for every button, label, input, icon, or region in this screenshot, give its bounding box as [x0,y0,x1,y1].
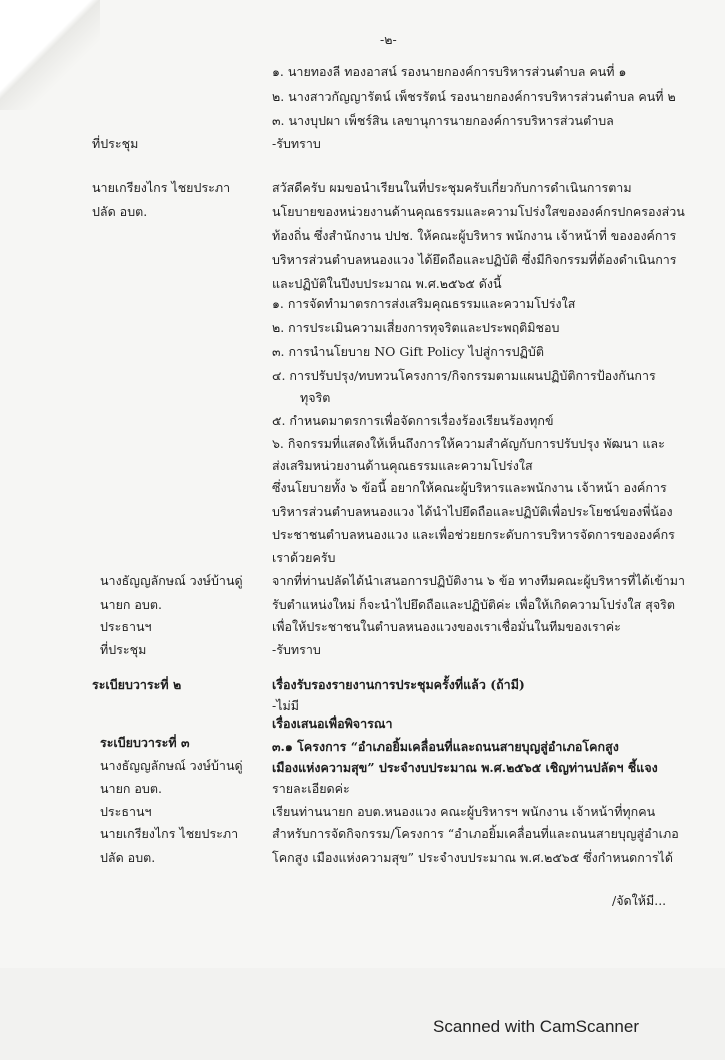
paragraph-line: บริหารส่วนตำบลหนองแวง ได้ยึดถือและปฏิบัติ ซึ่งมีกิจกรรมที่ต้องดำเนินการ [272,252,677,267]
agenda-3-label: ระเบียบวาระที่ ๓ [100,735,190,750]
paragraph-line: รับตำแหน่งใหม่ ก็จะนำไปยึดถือและปฏิบัติค่ะ เพื่อให้เกิดความโปร่งใส สุจริต [272,597,675,612]
meeting-label: ที่ประชุม [92,136,139,151]
paragraph-line: นโยบายของหน่วยงานด้านคุณธรรมและความโปร่งใสขององค์กรปกครองส่วน [272,204,685,219]
attendee-2: ๒. นางสาวกัญญารัตน์ เพ็ชรรัตน์ รองนายกองค์การบริหารส่วนตำบล คนที่ ๒ [272,89,676,104]
project-title-cont: รายละเอียดค่ะ [272,781,350,796]
policy-item-6-cont: ส่งเสริมหน่วยงานด้านคุณธรรมและความโปร่งใส [272,458,533,473]
policy-item-3: ๓. การนำนโยบาย NO Gift Policy ไปสู่การปฏิบัติ [272,344,544,359]
speaker-name: นายเกรียงไกร ไชยประภา [92,180,231,195]
acknowledge-1: -รับทราบ [272,136,321,151]
agenda-2-label: ระเบียบวาระที่ ๒ [92,677,182,692]
page-number: -๒- [380,32,397,47]
continued-marker: /จัดให้มี... [612,893,667,908]
paragraph-line: สำหรับการจัดกิจกรรม/โครงการ “อำเภอยิ้มเคลื่อนที่และถนนสายบุญสู่อำเภอ [272,826,679,841]
policy-item-2: ๒. การประเมินความเสี่ยงการทุจริตและประพฤติมิชอบ [272,320,560,335]
speaker-position: ปลัด อบต. [92,204,148,219]
paragraph-line: ประชาชนตำบลหนองแวง และเพื่อช่วยยกระดับการบริหารจัดการขององค์กร [272,527,675,542]
policy-item-1: ๑. การจัดทำมาตรการส่งเสริมคุณธรรมและความโปร่งใส [272,296,576,311]
paragraph-line: เพื่อให้ประชาชนในตำบลหนองแวงของเราเชื่อมั่นในทีมของเราค่ะ [272,619,621,634]
mayor-position: นายก อบต. [100,597,162,612]
paragraph-line: โคกสูง เมืองแห่งความสุข” ประจำงบประมาณ พ.ศ.๒๕๖๕ ซึ่งกำหนดการได้ [272,850,673,865]
project-title: ๓.๑ โครงการ “อำเภอยิ้มเคลื่อนที่และถนนสายบุญสู่อำเภอโคกสูง [272,739,619,754]
chair-label: ประธานฯ [100,619,152,634]
agenda-3-title: เรื่องเสนอเพื่อพิจารณา [272,716,393,731]
acknowledge-2: -รับทราบ [272,642,321,657]
mayor-name: นางธัญญลักษณ์ วงษ์บ้านดู่ [100,758,243,773]
chair-label: ประธานฯ [100,804,152,819]
clerk-name: นายเกรียงไกร ไชยประภา [100,826,239,841]
paragraph-line: จากที่ท่านปลัดได้นำเสนอการปฏิบัติงาน ๖ ข้อ ทางทีมคณะผู้บริหารที่ได้เข้ามา [272,573,686,588]
agenda-2-note: -ไม่มี [272,698,299,713]
policy-item-6: ๖. กิจกรรมที่แสดงให้เห็นถึงการให้ความสำคัญกับการปรับปรุง พัฒนา และ [272,436,665,451]
paragraph-line: ท้องถิ่น ซึ่งสำนักงาน ปปช. ให้คณะผู้บริหาร พนักงาน เจ้าหน้าที่ ขององค์การ [272,228,677,243]
policy-item-4-cont: ทุจริต [300,390,331,405]
attendee-1: ๑. นายทองลี ทองอาสน์ รองนายกองค์การบริหารส่วนตำบล คนที่ ๑ [272,64,627,79]
policy-item-5: ๕. กำหนดมาตรการเพื่อจัดการเรื่องร้องเรียนร้องทุกข์ [272,413,554,428]
mayor-position: นายก อบต. [100,781,162,796]
meeting-label: ที่ประชุม [100,642,147,657]
paragraph-line: เรียนท่านนายก อบต.หนองแวง คณะผู้บริหารฯ พนักงาน เจ้าหน้าที่ทุกคน [272,804,656,819]
paragraph-line: สวัสดีครับ ผมขอนำเรียนในที่ประชุมครับเกี่ยวกับการดำเนินการตาม [272,180,632,195]
clerk-position: ปลัด อบต. [100,850,156,865]
paragraph-line: และปฏิบัติในปีงบประมาณ พ.ศ.๒๕๖๕ ดังนี้ [272,276,502,291]
project-title-cont: เมืองแห่งความสุข” ประจำงบประมาณ พ.ศ.๒๕๖๕ เชิญท่านปลัดฯ ชี้แจง [272,760,658,775]
paragraph-line: บริหารส่วนตำบลหนองแวง ได้นำไปยึดถือและปฏิบัติเพื่อประโยชน์ของพี่น้อง [272,504,673,519]
scanner-watermark: Scanned with CamScanner [433,1017,640,1036]
paragraph-line: เราด้วยครับ [272,550,336,565]
agenda-2-title: เรื่องรับรองรายงานการประชุมครั้งที่แล้ว (ถ้ามี) [272,677,525,692]
folded-corner [0,0,100,110]
policy-item-4: ๔. การปรับปรุง/ทบทวนโครงการ/กิจกรรมตามแผนปฏิบัติการป้องกันการ [272,368,656,383]
attendee-3: ๓. นางบุปผา เพ็ชร์สิน เลขานุการนายกองค์การบริหารส่วนตำบล [272,113,614,128]
mayor-name: นางธัญญลักษณ์ วงษ์บ้านดู่ [100,573,243,588]
paragraph-line: ซึ่งนโยบายทั้ง ๖ ข้อนี้ อยากให้คณะผู้บริหารและพนักงาน เจ้าหน้า องค์การ [272,480,667,495]
